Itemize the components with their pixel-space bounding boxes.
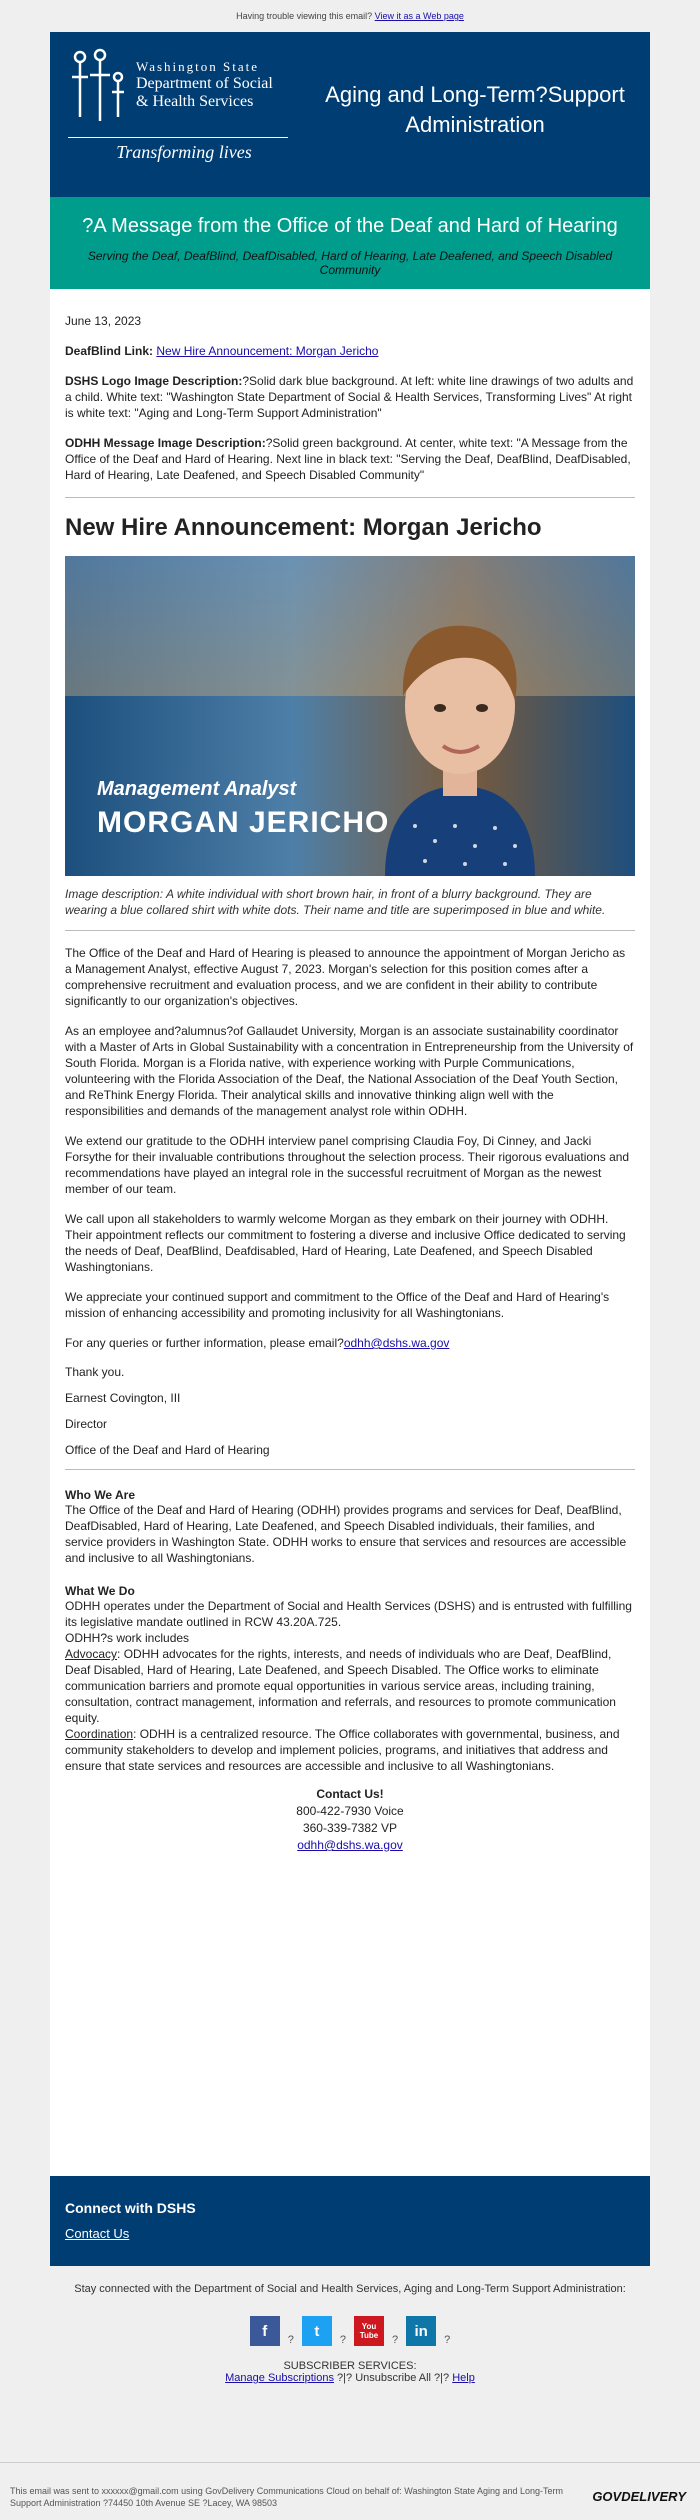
connect-section xyxy=(50,2176,650,2266)
social-gap: ? xyxy=(392,2334,399,2346)
contact-block xyxy=(65,1786,635,1854)
vp-number: 360-339-7382 VP xyxy=(302,1821,398,1835)
disclaimer-text: This email was sent to xxxxxx@gmail.com using GovDelivery Communications Cloud on behalf of: Washington State Aging and Long-Term Support Administration ?74450 10th Avenue SE ?Lacey, WA 98503 xyxy=(10,2486,564,2508)
coordination-item xyxy=(65,1726,635,1774)
who-we-are-section xyxy=(65,1488,635,1854)
social-gap: ? xyxy=(339,2334,346,2346)
advocacy-text: : ODHH advocates for the rights, interests, and needs of individuals who are Deaf, DeafBlind, Deaf Disabled, Hard of Hearing, Late Deafened, and Speech Disabled. The Office works to eliminate communication barriers and promote equal opportunities in various service areas, including training, consultation, contract management, information and referrals, and resources to promote communication equity. xyxy=(65,1647,616,1725)
article-title: New Hire Announcement: Morgan Jericho xyxy=(65,514,542,541)
dshs-desc-label: DSHS Logo Image Description: xyxy=(65,374,243,388)
deafblind-link[interactable]: New Hire Announcement: Morgan Jericho xyxy=(156,344,379,358)
subscriber-links xyxy=(0,2372,700,2384)
preheader xyxy=(0,0,700,32)
logo-state: Washington State xyxy=(136,59,260,74)
social-gap: ? xyxy=(444,2334,451,2346)
dshs-logo xyxy=(50,32,300,197)
odhh-image-description xyxy=(65,435,635,483)
coordination-text: : ODHH is a centralized resource. The Office collaborates with governmental, business, and community stakeholders to develop and implement policies, programs, and initiatives that address and ensure that state services and resources are accessible and inclusive to all Washingtonians. xyxy=(65,1727,620,1773)
divider xyxy=(65,930,635,931)
work-includes-text: ODHH?s work includes xyxy=(65,1631,190,1645)
subscriber-services-title: SUBSCRIBER SERVICES: xyxy=(283,2360,417,2372)
banner-subtitle: Serving the Deaf, DeafBlind, DeafDisabled, Hard of Hearing, Late Deafened, and Speech Disabled Community xyxy=(87,249,613,277)
facebook-icon[interactable]: f xyxy=(250,2316,280,2346)
unsubscribe-all-text: ?|? Unsubscribe All ?|? xyxy=(333,2372,453,2384)
coordination-label: Coordination xyxy=(65,1727,134,1741)
article-paragraph-6 xyxy=(65,1335,635,1351)
stay-connected-text: Stay connected with the Department of Social and Health Services, Aging and Long-Term Support Administration: xyxy=(74,2283,626,2295)
who-we-are-text: The Office of the Deaf and Hard of Hearing (ODHH) provides programs and services for Deaf, DeafBlind, DeafDisabled, Hard of Hearing, Late Deafened, and Speech Disabled individuals, their families, and service providers in Washington State. ODHH works to ensure that services and resources are accessible and inclusive to all Washingtonians. xyxy=(65,1503,627,1565)
family-icon xyxy=(68,47,128,127)
odhh-desc-label: ODHH Message Image Description: xyxy=(65,436,266,450)
image-caption: Image description: A white individual with short brown hair, in front of a blurry background. They are wearing a blue collared shirt with white dots. Their name and title are superimposed in blue and white. xyxy=(65,887,606,917)
hero-image xyxy=(65,556,635,876)
divider xyxy=(65,1469,635,1470)
article-paragraph-3: We extend our gratitude to the ODHH interview panel comprising Claudia Foy, Di Cinney, and Jacki Forsythe for their invaluable contributions throughout the selection process. Their rigorous evaluations and recommendations have played an integral role in the successful recruitment of Morgan as the newest member of our team. xyxy=(65,1134,630,1196)
social-gap: ? xyxy=(287,2334,294,2346)
deafblind-label: DeafBlind Link: xyxy=(65,344,154,358)
signer-name: Earnest Covington, III xyxy=(65,1391,181,1405)
help-link[interactable]: Help xyxy=(452,2372,475,2384)
dshs-header xyxy=(50,32,650,197)
signer-office: Office of the Deaf and Hard of Hearing xyxy=(65,1443,270,1457)
logo-dept-line1: Department of Social xyxy=(136,75,273,92)
article-paragraph-5: We appreciate your continued support and commitment to the Office of the Deaf and Hard of Hearing's mission of enhancing accessibility and promoting inclusivity for all Washingtonians. xyxy=(65,1290,610,1320)
footer xyxy=(0,2266,700,2384)
what-we-do-heading: What We Do xyxy=(65,1584,135,1598)
advocacy-item xyxy=(65,1646,635,1726)
logo-dept-line2: & Health Services xyxy=(136,93,254,110)
email-prompt: For any queries or further information, please email? xyxy=(65,1336,344,1350)
govdelivery-logo: GOVDELIVERY xyxy=(592,2489,686,2504)
date: June 13, 2023 xyxy=(65,314,142,328)
article-paragraph-2: As an employee and?alumnus?of Gallaudet University, Morgan is an associate sustainability coordinator with a Master of Arts in Global Sustainability with a concentration in Entrepreneurship from the University of South Florida. Morgan is a Florida native, with experience working with Purple Communications, volunteering with the Florida Association of the Deaf, the National Association of the Deaf Youth Section, and ReThink Energy Florida. Their analytical skills and innovative thinking align well with the responsibilities and demands of the management analyst role within ODHH. xyxy=(65,1024,634,1118)
what-we-do-text: ODHH operates under the Department of Social and Health Services (DSHS) and is entrusted with fulfilling its legislative mandate outlined in RCW 43.20A.725. xyxy=(65,1599,632,1629)
header-title-line1: Aging and Long-Term?Support xyxy=(325,82,625,107)
youtube-icon[interactable]: You Tube xyxy=(354,2316,384,2346)
manage-subscriptions-link[interactable]: Manage Subscriptions xyxy=(225,2372,334,2384)
view-web-page-link[interactable]: View it as a Web page xyxy=(374,11,464,21)
contact-us-link[interactable]: Contact Us xyxy=(65,2226,130,2241)
hero-role: Management Analyst xyxy=(97,778,297,800)
divider xyxy=(65,497,635,498)
article-paragraph-1: The Office of the Deaf and Hard of Hearing is pleased to announce the appointment of Morgan Jericho as a Management Analyst, effective August 7, 2023. Morgan's selection for this position comes after a comprehensive recruitment and evaluation process, and we are confident in their ability to contribute significantly to our organization's objectives. xyxy=(65,946,626,1008)
voice-number: 800-422-7930 Voice xyxy=(296,1804,404,1818)
hero-name: MORGAN JERICHO xyxy=(97,806,390,839)
odhh-desc-text: ?Solid green background. At center, white text: "A Message from the Office of the Deaf and Hard of Hearing. Next line in black text: "Serving the Deaf, DeafBlind, DeafDisabled, Hard of Hearing, Late Deafened, and Speech Disabled Community" xyxy=(65,436,631,482)
thanks: Thank you. xyxy=(65,1365,125,1379)
connect-title: Connect with DSHS xyxy=(65,2200,196,2216)
email-body xyxy=(50,289,650,2176)
logo-tagline: Transforming lives xyxy=(116,142,252,162)
header-title xyxy=(300,32,650,197)
header-title-line2: Administration xyxy=(405,112,545,137)
contact-title: Contact Us! xyxy=(316,1787,384,1801)
portrait-illustration xyxy=(365,596,555,876)
twitter-icon[interactable]: t xyxy=(302,2316,332,2346)
odhh-banner xyxy=(50,197,650,289)
linkedin-icon[interactable]: in xyxy=(406,2316,436,2346)
deafblind-link-row xyxy=(65,343,635,359)
logo-divider xyxy=(68,137,288,138)
who-we-are-heading: Who We Are xyxy=(65,1488,136,1502)
banner-title: ?A Message from the Office of the Deaf and Hard of Hearing xyxy=(82,215,618,237)
signer-title: Director xyxy=(65,1417,108,1431)
odhh-email-link[interactable]: odhh@dshs.wa.gov xyxy=(343,1336,450,1350)
preheader-text: Having trouble viewing this email? xyxy=(236,11,373,21)
advocacy-label: Advocacy xyxy=(65,1647,118,1661)
contact-email-link[interactable]: odhh@dshs.wa.gov xyxy=(297,1838,403,1852)
social-links xyxy=(0,2316,700,2346)
article-paragraph-4: We call upon all stakeholders to warmly welcome Morgan as they embark on their journey with ODHH. Their appointment reflects our commitment to fostering a diverse and inclusive Office dedicated to serving the needs of Deaf, DeafBlind, Deafdisabled, Hard of Hearing, Late Deafened, and Speech Disabled Washingtonians. xyxy=(65,1212,626,1274)
bottom-disclaimer xyxy=(0,2462,700,2509)
dshs-desc-text: ?Solid dark blue background. At left: white line drawings of two adults and a child. White text: "Washington State Department of Social & Health Services, Transforming Lives" At right is white text: "Aging and Long-Term Support Administration" xyxy=(65,374,634,420)
dshs-logo-description xyxy=(65,373,635,421)
